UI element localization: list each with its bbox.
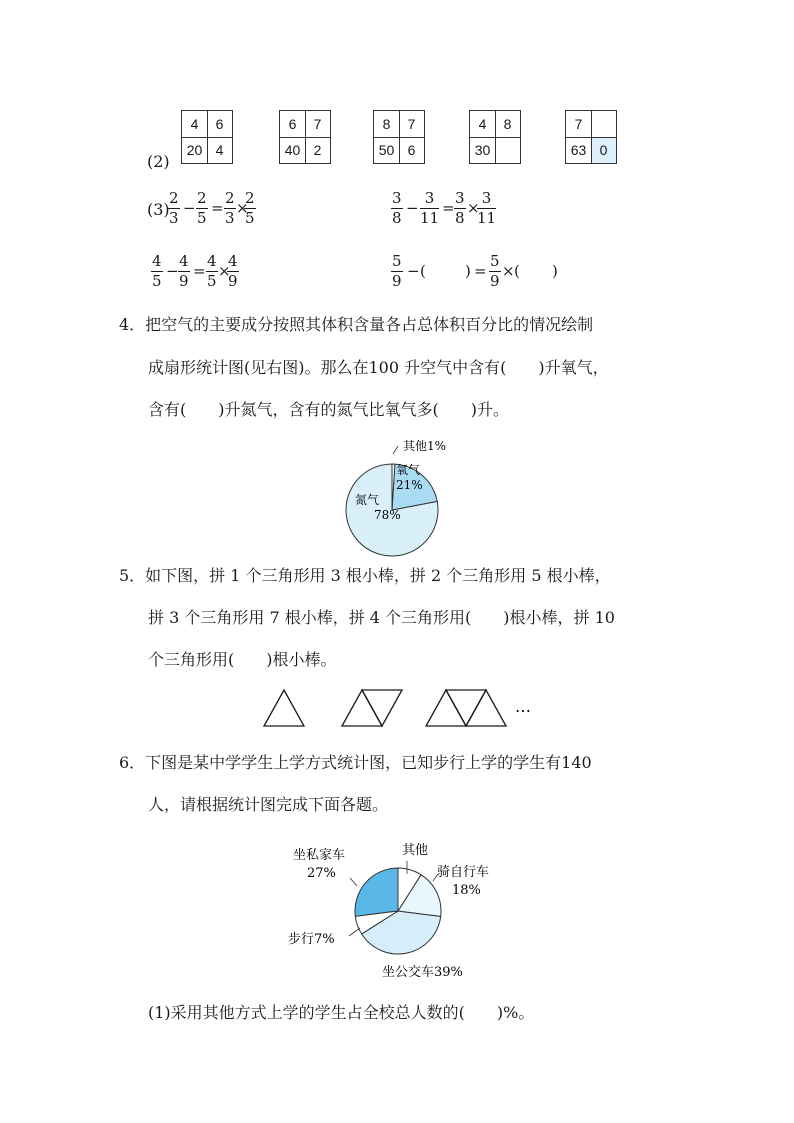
fraction bbox=[454, 190, 466, 227]
label-bike-pct: 18% bbox=[452, 883, 481, 898]
grid-cell: 6 bbox=[407, 142, 416, 158]
minus-sign: − bbox=[166, 262, 179, 280]
fraction bbox=[151, 253, 163, 290]
denominator: 3 bbox=[225, 209, 235, 227]
triangle-3b bbox=[446, 690, 486, 726]
denominator: 9 bbox=[228, 272, 238, 290]
number-grid bbox=[565, 110, 617, 164]
numerator: 2 bbox=[197, 189, 207, 207]
grid-cell: 40 bbox=[284, 142, 301, 158]
label-oxygen: 氧气 bbox=[396, 463, 421, 477]
fraction bbox=[224, 190, 236, 227]
triangle-3a bbox=[426, 690, 466, 726]
grid-cell: 7 bbox=[574, 116, 583, 132]
fraction bbox=[489, 253, 501, 290]
minus-sign: − bbox=[407, 262, 420, 280]
grid-cell: 8 bbox=[382, 116, 391, 132]
fraction bbox=[244, 190, 256, 227]
other-leader-line bbox=[393, 446, 398, 454]
label-walk: 步行7% bbox=[288, 932, 335, 947]
minus-sign: − bbox=[183, 199, 196, 217]
q4-line3: 含有( )升氮气，含有的氮气比氧气多( )升。 bbox=[148, 400, 509, 419]
denominator: 3 bbox=[169, 209, 179, 227]
numerator: 4 bbox=[152, 252, 162, 270]
paren-left: ( bbox=[514, 262, 520, 280]
grid-cell bbox=[591, 111, 616, 137]
grid-cell: 30 bbox=[474, 142, 491, 158]
numerator: 4 bbox=[207, 252, 217, 270]
q6-line2: 人，请根据统计图完成下面各题。 bbox=[148, 795, 389, 814]
grid-cell: 4 bbox=[215, 142, 224, 158]
grid-cell: 7 bbox=[407, 116, 416, 132]
times-sign: × bbox=[236, 199, 249, 217]
grid-cell: 8 bbox=[503, 116, 512, 132]
label-car-pct: 27% bbox=[307, 866, 336, 881]
denominator: 9 bbox=[392, 272, 402, 290]
q4-line2: 成扇形统计图(见右图)。那么在100 升空气中含有( )升氧气， bbox=[148, 358, 609, 377]
numerator: 5 bbox=[392, 252, 402, 270]
grid-cell: 20 bbox=[186, 142, 203, 158]
numerator: 4 bbox=[179, 252, 189, 270]
grid-cell: 6 bbox=[215, 116, 224, 132]
q6-line1: 6．下图是某中学学生上学方式统计图，已知步行上学的学生有140 bbox=[119, 753, 592, 772]
label-nitrogen: 氮气 bbox=[355, 493, 380, 507]
fraction bbox=[477, 190, 496, 227]
q2-label: (2) bbox=[147, 152, 170, 171]
denominator: 5 bbox=[197, 209, 207, 227]
grid-cell: 0 bbox=[599, 142, 608, 158]
denominator: 5 bbox=[207, 272, 217, 290]
triangle-1 bbox=[264, 690, 304, 726]
fraction bbox=[391, 190, 403, 227]
number-grid bbox=[469, 110, 521, 164]
numerator: 3 bbox=[455, 189, 465, 207]
denominator: 5 bbox=[152, 272, 162, 290]
label-other: 其他 bbox=[402, 843, 429, 858]
numerator: 5 bbox=[490, 252, 500, 270]
minus-sign: − bbox=[406, 199, 419, 217]
number-grid bbox=[373, 110, 425, 164]
label-bike: 骑自行车 bbox=[437, 865, 490, 880]
triangle-2b bbox=[362, 690, 402, 726]
numerator: 2 bbox=[225, 189, 235, 207]
q3-label: (3) bbox=[147, 200, 170, 219]
times-sign: × bbox=[502, 262, 515, 280]
fraction bbox=[168, 190, 180, 227]
denominator: 8 bbox=[392, 209, 402, 227]
denominator: 11 bbox=[420, 209, 440, 227]
paren-right: ) bbox=[552, 262, 558, 280]
label-car: 坐私家车 bbox=[293, 848, 346, 863]
q5-line1: 5．如下图，拼 1 个三角形用 3 根小棒，拼 2 个三角形用 5 根小棒， bbox=[119, 566, 611, 585]
grid-cell: 4 bbox=[190, 116, 199, 132]
ellipsis: … bbox=[515, 697, 531, 716]
equals-sign: = bbox=[442, 199, 455, 217]
label-other: 其他1% bbox=[403, 439, 447, 453]
equals-sign: = bbox=[211, 199, 224, 217]
denominator: 8 bbox=[455, 209, 465, 227]
numerator: 2 bbox=[245, 189, 255, 207]
denominator: 5 bbox=[245, 209, 255, 227]
times-sign: × bbox=[218, 262, 231, 280]
fraction bbox=[206, 253, 218, 290]
label-oxygen-pct: 21% bbox=[396, 478, 423, 492]
pie-slice-car bbox=[355, 868, 398, 916]
numerator: 2 bbox=[169, 189, 179, 207]
fraction bbox=[420, 190, 439, 227]
number-grid bbox=[181, 110, 233, 164]
triangle-sticks-figure bbox=[260, 686, 550, 730]
paren-right: ) bbox=[465, 262, 471, 280]
q4-line1: 4．把空气的主要成分按照其体积含量各占总体积百分比的情况绘制 bbox=[119, 315, 594, 334]
denominator: 11 bbox=[477, 209, 497, 227]
triangle-2a bbox=[342, 690, 382, 726]
grid-cell: 50 bbox=[378, 142, 395, 158]
fraction bbox=[391, 253, 403, 290]
commute-pie-chart bbox=[285, 836, 505, 986]
times-sign: × bbox=[467, 199, 480, 217]
walk-leader-line bbox=[349, 928, 360, 936]
denominator: 9 bbox=[179, 272, 189, 290]
paren-left: ( bbox=[420, 262, 426, 280]
numerator: 3 bbox=[481, 189, 492, 207]
label-nitrogen-pct: 78% bbox=[374, 508, 401, 522]
q6-sub1: (1)采用其他方式上学的学生占全校总人数的( )%。 bbox=[148, 1003, 535, 1022]
denominator: 9 bbox=[490, 272, 500, 290]
air-pie-chart bbox=[330, 432, 470, 577]
equals-sign: = bbox=[193, 262, 206, 280]
number-grid bbox=[279, 110, 331, 164]
fraction bbox=[178, 253, 190, 290]
grid-cell: 6 bbox=[288, 116, 297, 132]
fraction bbox=[196, 190, 208, 227]
grid-cell: 2 bbox=[313, 142, 322, 158]
q5-line2: 拼 3 个三角形用 7 根小棒，拼 4 个三角形用( )根小棒，拼 10 bbox=[148, 608, 615, 627]
grid-cell: 4 bbox=[478, 116, 487, 132]
label-bus: 坐公交车39% bbox=[382, 965, 463, 980]
equals-sign: = bbox=[474, 262, 487, 280]
numerator: 3 bbox=[424, 189, 435, 207]
fraction bbox=[227, 253, 239, 290]
car-leader-line bbox=[350, 878, 357, 886]
grid-cell: 7 bbox=[313, 116, 322, 132]
grid-cell: 63 bbox=[570, 142, 587, 158]
q5-line3: 个三角形用( )根小棒。 bbox=[148, 650, 337, 669]
grid-cell bbox=[495, 137, 520, 163]
numerator: 4 bbox=[228, 252, 238, 270]
triangle-3c bbox=[466, 690, 506, 726]
numerator: 3 bbox=[392, 189, 402, 207]
